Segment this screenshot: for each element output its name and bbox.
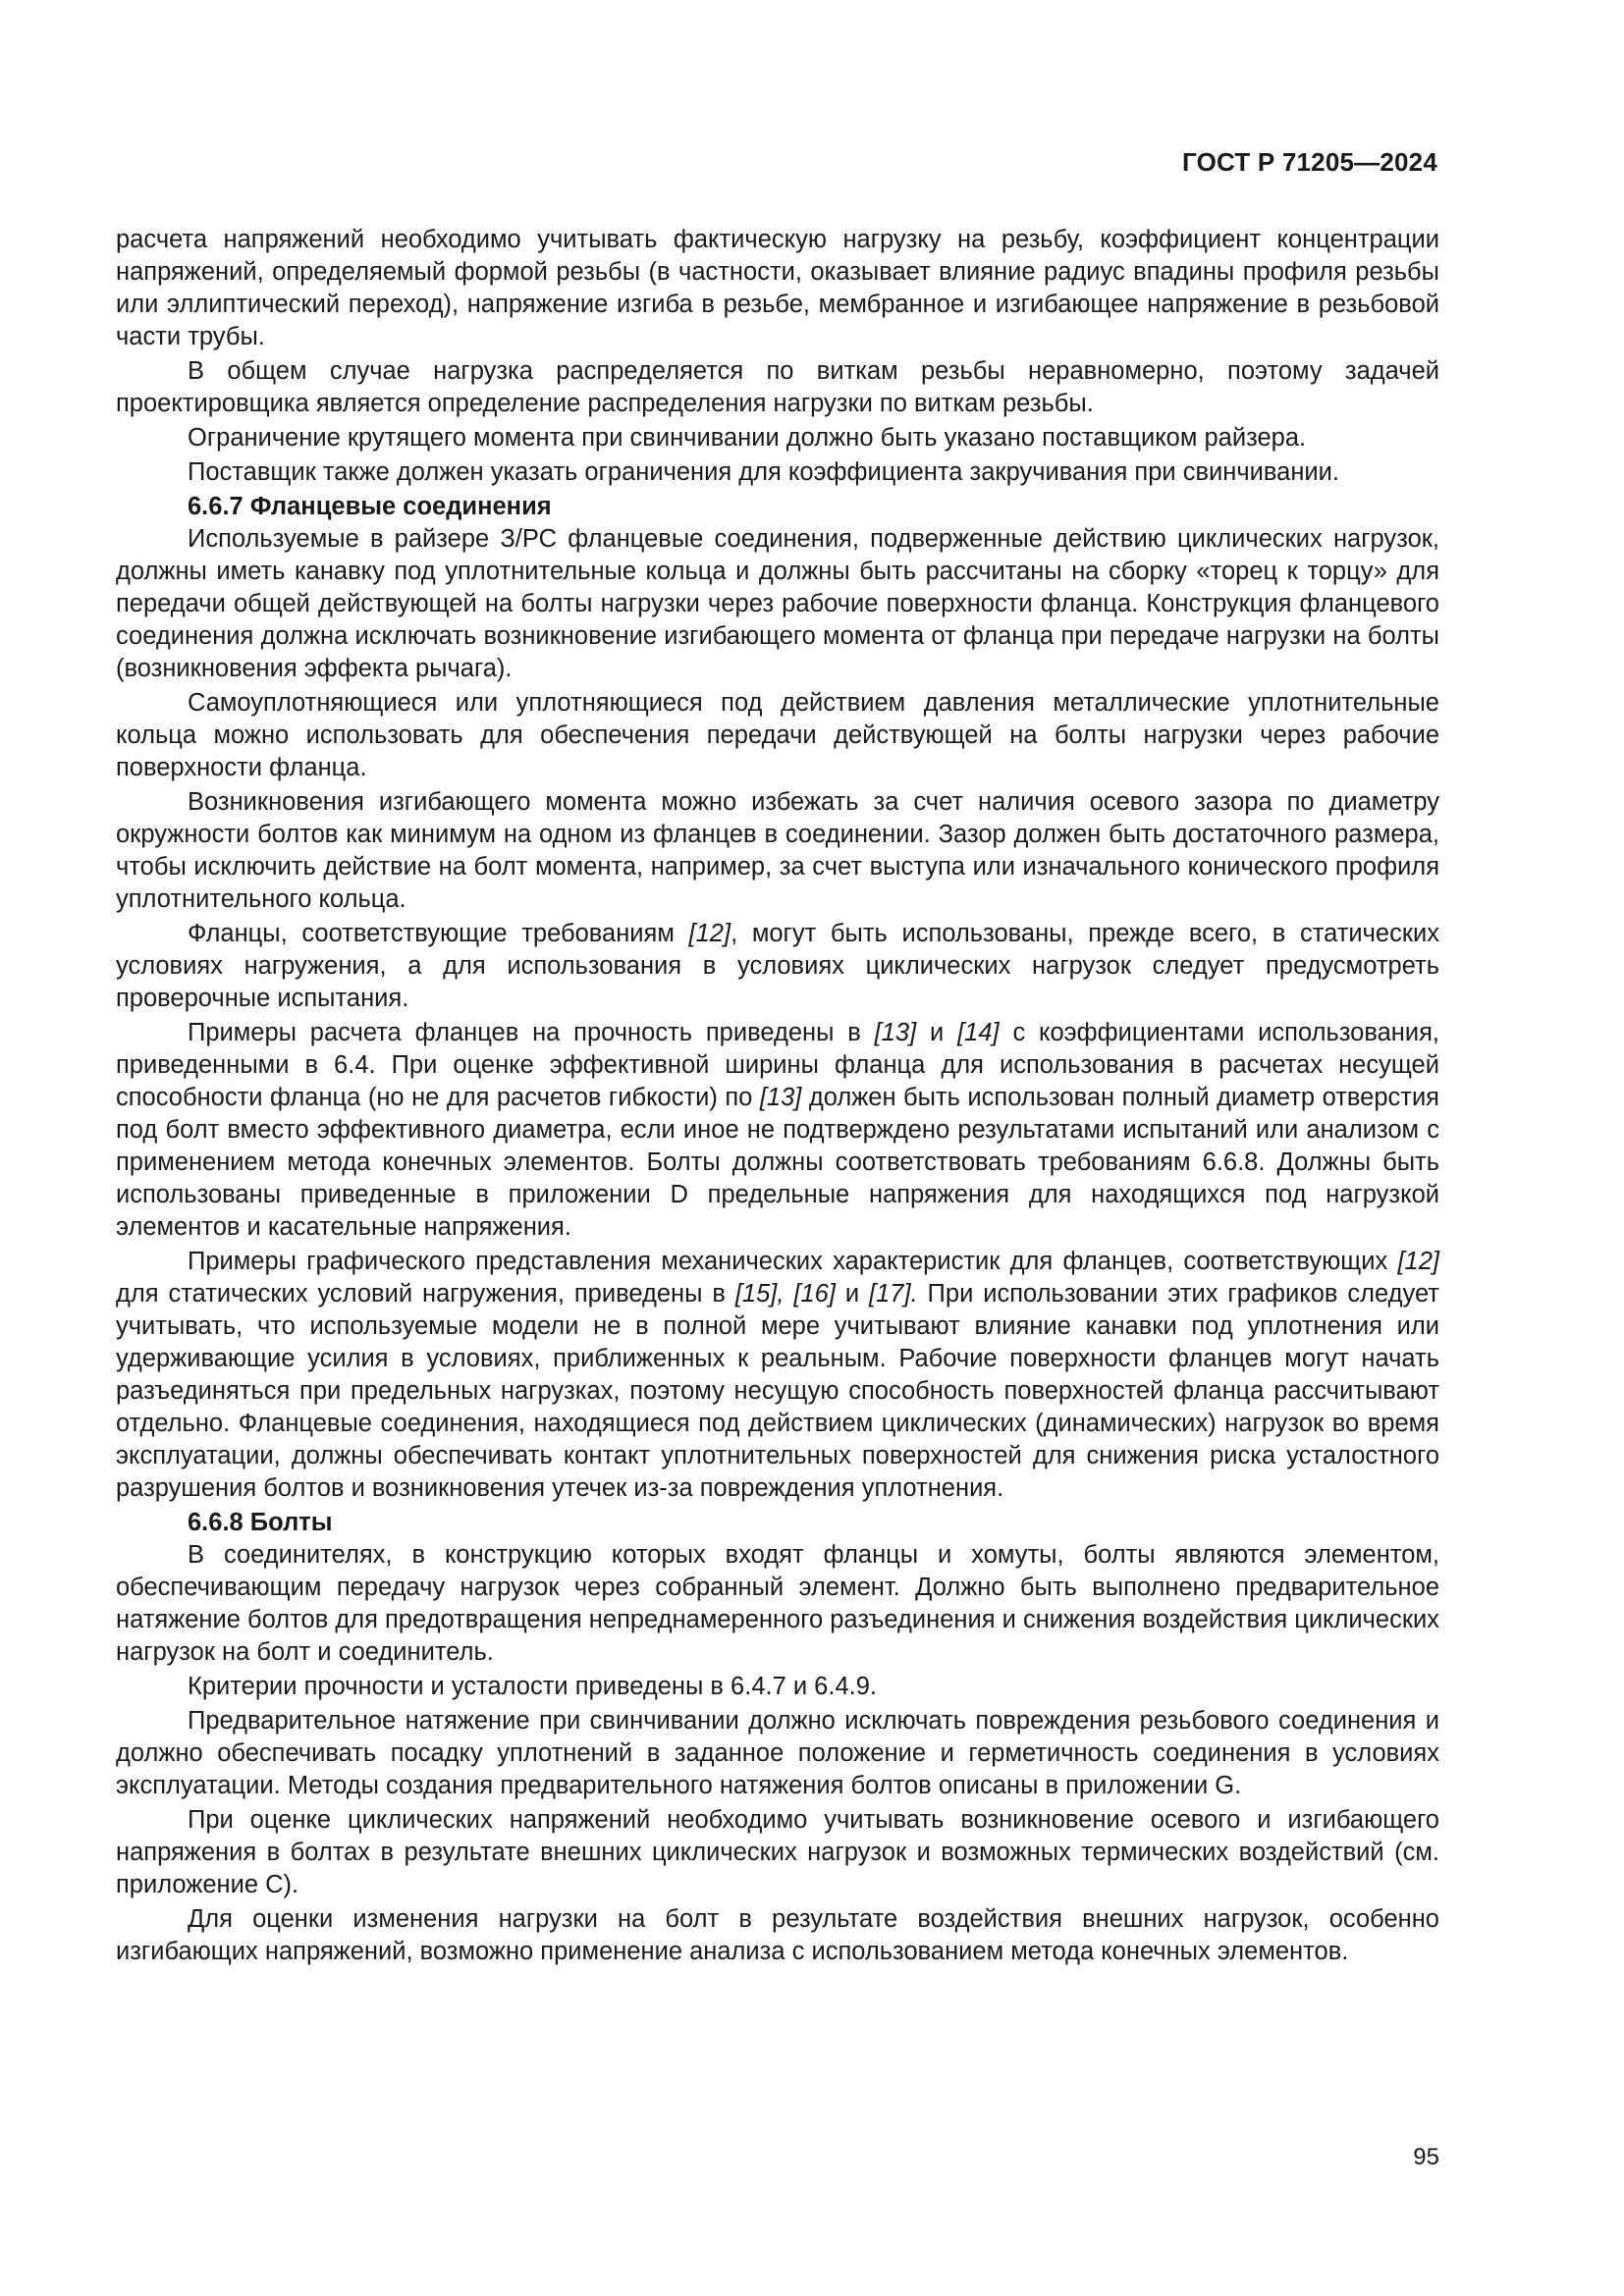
paragraph: Предварительное натяжение при свинчивании должно исключать повреждения резьбового соединения и должно обеспечивать посадку уплотнений в заданное положение и герметичность соединения в условиях эксплуатации. Методы создания предварительного натяжения болтов описаны в приложении G.	[116, 1707, 1439, 1799]
paragraph: Самоуплотняющиеся или уплотняющиеся под действием давления металлические уплотнительные кольца можно использовать для обеспечения передачи действующей на болты нагрузки через рабочие поверхности фланца.	[116, 689, 1439, 781]
paragraph: Для оценки изменения нагрузки на болт в результате воздействия внешних нагрузок, особенно изгибающих напряжений, возможно применение анализа с использованием метода конечных элементов.	[116, 1905, 1439, 1965]
text-run: , могут быть использованы, прежде всего, в статических условиях нагружения, а для использования в условиях циклических нагрузок следует предусмотреть проверочные испытания.	[116, 920, 1439, 1012]
reference-link: [15], [16]	[734, 1280, 836, 1308]
paragraph: Возникновения изгибающего момента можно избежать за счет наличия осевого зазора по диаметру окружности болтов как минимум на одном из фланцев в соединении. Зазор должен быть достаточного размера, чтобы исключить действие на болт момента, например, за счет выступа или изначального конического профиля уплотнительного кольца.	[116, 788, 1439, 913]
paragraph: В соединителях, в конструкцию которых входят фланцы и хомуты, болты являются элементом, обеспечивающим передачу нагрузок через собранный элемент. Должно быть выполнено предварительное натяжение болтов для предотвращения непреднамеренного разъединения и снижения воздействия циклических нагрузок на болт и соединитель.	[116, 1541, 1439, 1666]
page-body	[116, 224, 1439, 1970]
paragraph: В общем случае нагрузка распределяется по виткам резьбы неравномерно, поэтому задачей проектировщика является определение распределения нагрузки по виткам резьбы.	[116, 357, 1439, 417]
text-run: и	[916, 1019, 958, 1046]
text-run: Фланцы, соответствующие требованиям	[188, 920, 689, 947]
text-run: должен быть использован полный диаметр отверстия под болт вместо эффективного диаметра, если иное не подтверждено результатами испытаний или анализом с применением метода конечных элементов. Болты должны соответствовать требованиям 6.6.8. Должны быть использованы приведенные в приложении D предельные напряжения для находящихся под нагрузкой элементов и касательные напряжения.	[116, 1084, 1439, 1241]
reference-link: [12]	[1397, 1248, 1439, 1275]
paragraph: Используемые в райзере З/РС фланцевые соединения, подверженные действию циклических нагрузок, должны иметь канавку под уплотнительные кольца и должны быть рассчитаны на сборку «торец к торцу» для передачи общей действующей на болты нагрузки через рабочие поверхности фланца. Конструкция фланцевого соединения должна исключать возникновение изгибающего момента от фланца при передаче нагрузки на болты (возникновения эффекта рычага).	[116, 525, 1439, 682]
text-run: Примеры расчета фланцев на прочность приведены в	[188, 1019, 875, 1046]
reference-link: [13]	[874, 1019, 917, 1046]
paragraph: При оценке циклических напряжений необходимо учитывать возникновение осевого и изгибающего напряжения в болтах в результате внешних циклических нагрузок и возможных термических воздействий (см. приложение С).	[116, 1806, 1439, 1898]
section-heading-6-6-8: 6.6.8 Болты	[188, 1509, 333, 1536]
reference-link: [14]	[957, 1019, 1000, 1046]
text-run: При использовании этих графиков следует учитывать, что используемые модели не в полной мере учитывают влияние канавки под уплотнения или удерживающие усилия в условиях, приближенных к реальным. Рабочие поверхности фланцев могут начать разъединяться при предельных нагрузках, поэтому несущую способность поверхностей фланца рассчитывают отдельно. Фланцевые соединения, находящиеся под действием циклических (динамических) нагрузок во время эксплуатации, должны обеспечивать контакт уплотнительных поверхностей для снижения риска усталостного разрушения болтов и возникновения утечек из-за повреждения уплотнения.	[116, 1280, 1439, 1502]
paragraph	[116, 1246, 1439, 1505]
paragraph: Поставщик также должен указать ограничения для коэффициента закручивания при свинчивании.	[188, 458, 1339, 486]
paragraph: Ограничение крутящего момента при свинчивании должно быть указано поставщиком райзера.	[188, 424, 1307, 452]
paragraph	[116, 918, 1439, 1015]
paragraph	[116, 1017, 1439, 1244]
reference-link: [13]	[759, 1084, 802, 1111]
reference-link: [17].	[869, 1280, 918, 1308]
paragraph: расчета напряжений необходимо учитывать фактическую нагрузку на резьбу, коэффициент концентрации напряжений, определяемый формой резьбы (в частности, оказывает влияние радиус впадины профиля резьбы или эллиптический переход), напряжение изгиба в резьбе, мембранное и изгибающее напряжение в резьбовой части трубы.	[116, 226, 1439, 350]
paragraph: Критерии прочности и усталости приведены в 6.4.7 и 6.4.9.	[188, 1673, 877, 1700]
text-run: и	[835, 1280, 870, 1308]
text-run: Примеры графического представления механических характеристик для фланцев, соответствующих	[188, 1248, 1398, 1275]
reference-link: [12]	[688, 920, 731, 947]
page-number: 95	[1413, 2144, 1439, 2170]
text-run: для статических условий нагружения, приведены в	[116, 1280, 735, 1308]
document-code: ГОСТ Р 71205—2024	[1182, 147, 1437, 177]
text-run: с коэффициентами использования, приведенными в 6.4. При оценке эффективной ширины фланца для использования в расчетах несущей способности фланца (но не для расчетов гибкости) по	[116, 1019, 1439, 1111]
section-heading-6-6-7: 6.6.7 Фланцевые соединения	[188, 493, 552, 520]
